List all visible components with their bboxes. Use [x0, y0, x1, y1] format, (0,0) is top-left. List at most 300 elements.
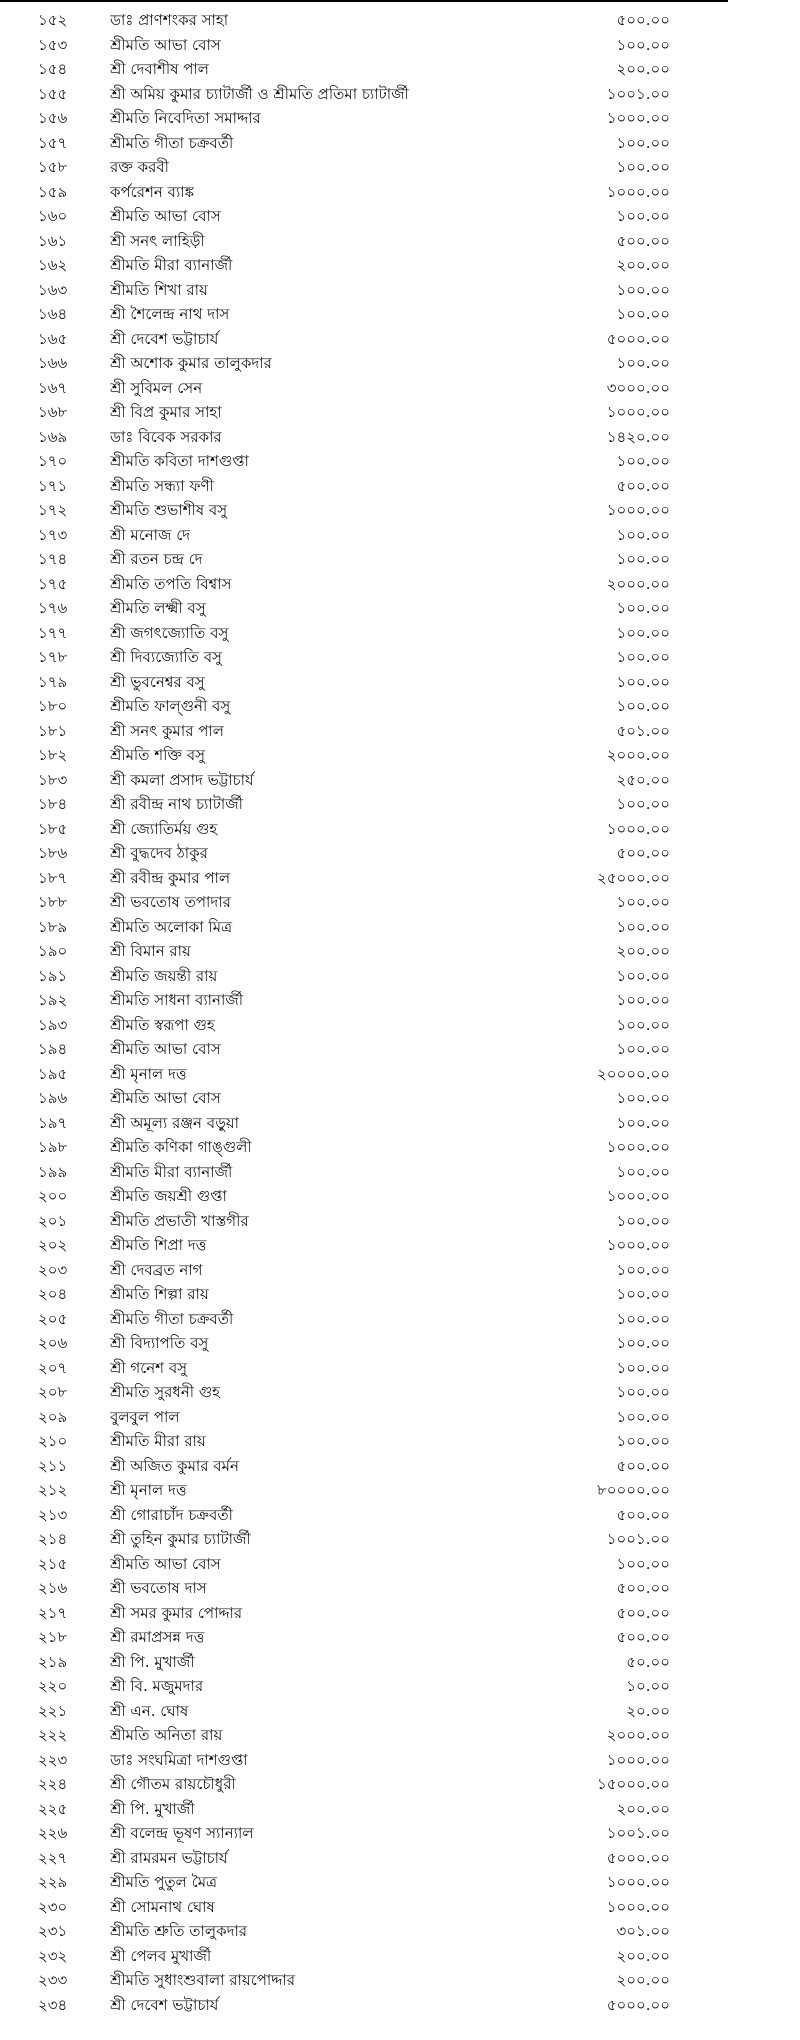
donation-amount: ১০০.০০	[616, 452, 670, 470]
table-row	[0, 302, 740, 327]
donation-amount: ১০০.০০	[616, 158, 670, 176]
table-row	[0, 1135, 740, 1160]
donor-name: শ্রী গৌতম রায়চৌধুরী	[110, 1775, 236, 1793]
donor-name: শ্রী দেবেশ ভট্টাচার্য	[110, 1995, 219, 2014]
serial-number: ২৩২	[38, 1946, 68, 1965]
donation-amount: ১০০.০০	[616, 1554, 670, 1573]
table-row	[0, 1674, 740, 1699]
table-row	[0, 1821, 740, 1846]
serial-number: ২১৮	[38, 1628, 68, 1646]
serial-number: ২২০	[38, 1677, 68, 1695]
donor-name: শ্রী বিদ্যাপতি বসু	[110, 1334, 209, 1352]
donor-name: শ্রী অমিয় কুমার চ্যাটার্জী ও শ্রীমতি প্রতিমা চ্যাটার্জী	[110, 84, 409, 103]
top-rule	[0, 0, 728, 2]
donor-name: শ্রীমতি পুতুল মৈত্র	[110, 1873, 218, 1891]
donor-name: শ্রীমতি লক্ষ্মী বসু	[110, 599, 206, 617]
donor-name: শ্রী পি. মুখার্জী	[110, 1652, 195, 1671]
donation-amount: ১০০.০০	[616, 1211, 670, 1230]
donation-amount: ১০০১.০০	[606, 1824, 670, 1842]
donation-amount: ১০০.০০	[616, 305, 670, 323]
donor-name: ডাঃ প্রাণশংকর সাহা	[110, 11, 229, 29]
serial-number: ২৩৩	[38, 1971, 68, 1989]
serial-number: ১৬৯	[38, 427, 68, 446]
table-row	[0, 1968, 740, 1993]
donation-amount: ২০.০০	[626, 1701, 670, 1720]
table-row	[0, 1870, 740, 1895]
donation-amount: ১০০.০০	[616, 1432, 670, 1450]
table-row	[0, 1184, 740, 1209]
donation-amount: ১০০০.০০	[606, 1236, 670, 1254]
serial-number: ১৫৬	[38, 109, 68, 127]
donor-name: শ্রী দেবব্রত নাগ	[110, 1260, 203, 1279]
donor-name: শ্রী রমাপ্রসন্ন দত্ত	[110, 1628, 205, 1646]
table-row	[0, 1380, 740, 1405]
table-row	[0, 1013, 740, 1038]
donation-amount: ১০০০.০০	[606, 1187, 670, 1205]
donor-name: শ্রী তুহিন কুমার চ্যাটার্জী	[110, 1530, 251, 1548]
donation-amount: ১০০.০০	[616, 1162, 670, 1181]
serial-number: ১৮৫	[38, 819, 68, 838]
donation-amount: ১০০.০০	[616, 1383, 670, 1401]
table-row	[0, 841, 740, 866]
donor-name: শ্রী ভুবনেশ্বর বসু	[110, 672, 205, 691]
donor-name: শ্রীমতি আভা বোস	[110, 1089, 221, 1107]
table-row	[0, 1895, 740, 1920]
table-row	[0, 572, 740, 597]
table-row	[0, 1699, 740, 1724]
table-row	[0, 8, 740, 33]
serial-number: ১৬৭	[38, 378, 68, 397]
donor-name: শ্রী বিপ্র কুমার সাহা	[110, 403, 222, 421]
serial-number: ১৯১	[38, 966, 68, 985]
donor-name: শ্রী রামরমন ভট্টাচার্য	[110, 1848, 228, 1867]
donor-name: শ্রীমতি জয়ন্তী রায়	[110, 966, 218, 985]
donor-name: শ্রীমতি কণিকা গাঙ্গুলী	[110, 1138, 252, 1156]
donor-name: শ্রীমতি শক্তি বসু	[110, 746, 206, 764]
table-row	[0, 1650, 740, 1675]
donation-amount: ১০০০.০০	[606, 403, 670, 421]
donation-amount: ৩০০০.০০	[606, 378, 670, 397]
serial-number: ১৭৭	[38, 623, 68, 642]
donor-name: শ্রীমতি সুরধনী গুহ	[110, 1383, 221, 1401]
donor-name: শ্রী পেলব মুখার্জী	[110, 1946, 212, 1965]
donation-amount: ১০০০.০০	[606, 1750, 670, 1769]
serial-number: ২২৬	[38, 1824, 68, 1842]
table-row	[0, 939, 740, 964]
serial-number: ১৬৬	[38, 354, 68, 372]
donor-name: শ্রী রবীন্দ্র নাথ চ্যাটার্জী	[110, 795, 243, 813]
serial-number: ২৩০	[38, 1897, 68, 1916]
serial-number: ১৫৪	[38, 60, 68, 78]
donation-amount: ৫০.০০	[626, 1652, 670, 1671]
donation-amount: ৫০০০.০০	[606, 1848, 670, 1867]
serial-number: ১৮৮	[38, 893, 68, 911]
serial-number: ১৭৯	[38, 672, 68, 691]
serial-number: ২০৪	[38, 1285, 68, 1303]
donation-amount: ২০০০.০০	[606, 1726, 670, 1744]
table-row	[0, 229, 740, 254]
donation-amount: ৫০১.০০	[616, 721, 670, 740]
donor-name: শ্রীমতি মীরা ব্যানার্জী	[110, 256, 233, 274]
table-row	[0, 1601, 740, 1626]
serial-number: ১৯৬	[38, 1089, 68, 1107]
serial-number: ১৭৬	[38, 599, 68, 617]
donation-amount: ১০০.০০	[616, 1015, 670, 1034]
table-row	[0, 1429, 740, 1454]
donor-name: শ্রীমতি প্রভাতী খাস্তগীর	[110, 1211, 249, 1230]
serial-number: ১৮০	[38, 697, 68, 715]
donor-name: শ্রী বলেন্দ্র ভূষণ স্যান্যাল	[110, 1824, 254, 1842]
donor-name: শ্রী গনেশ বসু	[110, 1358, 188, 1377]
donation-amount: ১০০.০০	[616, 966, 670, 985]
donation-amount: ৫০০.০০	[616, 1456, 670, 1475]
donation-amount: ২০০.০০	[616, 60, 670, 78]
donation-amount: ১০০.০০	[616, 672, 670, 691]
table-row	[0, 1258, 740, 1283]
serial-number: ২৩১	[38, 1922, 68, 1940]
donor-name: শ্রীমতি মীরা ব্যানার্জী	[110, 1162, 233, 1181]
serial-number: ২০৯	[38, 1407, 68, 1426]
donor-name: শ্রী ভবতোষ দাস	[110, 1579, 207, 1597]
donation-amount: ১০০.০০	[616, 917, 670, 936]
donor-name: শ্রীমতি শিল্পা রায়	[110, 1285, 209, 1303]
donor-name: শ্রী ভবতোষ তপাদার	[110, 893, 231, 911]
serial-number: ২০০	[38, 1187, 68, 1205]
serial-number: ২২১	[38, 1701, 68, 1720]
serial-number: ২২৩	[38, 1750, 68, 1769]
table-row	[0, 1233, 740, 1258]
serial-number: ১৮২	[38, 746, 68, 764]
donor-name: শ্রীমতি জয়শ্রী গুপ্তা	[110, 1187, 227, 1205]
serial-number: ২২৪	[38, 1775, 68, 1793]
donor-name: শ্রী জগৎজ্যোতি বসু	[110, 623, 229, 642]
serial-number: ১৬২	[38, 256, 68, 274]
donor-name: শ্রীমতি সাধনা ব্যানার্জী	[110, 991, 244, 1009]
donor-name: শ্রীমতি সুধাংশুবালা রায়পোদ্দার	[110, 1971, 295, 1989]
donation-amount: ১০০.০০	[616, 1260, 670, 1279]
serial-number: ২১৪	[38, 1530, 68, 1548]
table-row	[0, 57, 740, 82]
donation-amount: ১০০.০০	[616, 35, 670, 54]
donor-name: শ্রী দিব্যজ্যোতি বসু	[110, 648, 222, 666]
donation-amount: ১০০০.০০	[606, 1897, 670, 1916]
donor-name: শ্রীমতি শিপ্রা দত্ত	[110, 1236, 207, 1254]
donor-name: শ্রী সমর কুমার পোদ্দার	[110, 1603, 243, 1622]
donation-amount: ১০০.০০	[616, 623, 670, 642]
serial-number: ১৬৩	[38, 280, 68, 299]
serial-number: ১৬৪	[38, 305, 68, 323]
donor-name: শ্রীমতি ফাল্গুনী বসু	[110, 697, 231, 715]
donation-amount: ১০০.০০	[616, 697, 670, 715]
serial-number: ১৮৬	[38, 844, 68, 862]
donation-amount: ২০০.০০	[616, 942, 670, 960]
table-row	[0, 351, 740, 376]
donation-amount: ১০০.০০	[616, 207, 670, 225]
serial-number: ১৬৫	[38, 329, 68, 348]
table-row	[0, 425, 740, 450]
donation-amount: ৫০০.০০	[616, 476, 670, 495]
table-row	[0, 1797, 740, 1822]
table-row	[0, 1282, 740, 1307]
donation-amount: ১০০.০০	[616, 795, 670, 813]
donation-amount: ১০০১.০০	[606, 1530, 670, 1548]
table-row	[0, 1209, 740, 1234]
serial-number: ১৫৫	[38, 84, 68, 103]
donation-amount: ১০০.০০	[616, 1358, 670, 1377]
serial-number: ২০৭	[38, 1358, 68, 1377]
donor-name: শ্রী বুদ্ধদেব ঠাকুর	[110, 844, 208, 862]
donation-amount: ১০০.০০	[616, 991, 670, 1009]
donor-name: শ্রীমতি সন্ধ্যা ফণী	[110, 476, 214, 495]
donation-amount: ১০০.০০	[616, 893, 670, 911]
donation-amount: ১০.০০	[626, 1677, 670, 1695]
table-row	[0, 1356, 740, 1381]
donor-name: শ্রী রবীন্দ্র কুমার পাল	[110, 868, 231, 887]
table-row	[0, 719, 740, 744]
table-row	[0, 792, 740, 817]
table-row	[0, 1037, 740, 1062]
table-row	[0, 645, 740, 670]
table-row	[0, 866, 740, 891]
donation-amount: ১০০.০০	[616, 1040, 670, 1058]
donor-name: শ্রীমতি শিখা রায়	[110, 280, 208, 299]
table-row	[0, 1062, 740, 1087]
donation-amount: ৫০০.০০	[616, 1579, 670, 1597]
donor-name: ডাঃ সংঘমিত্রা দাশগুপ্তা	[110, 1750, 248, 1769]
donation-amount: ৫০০.০০	[616, 231, 670, 250]
table-row	[0, 1527, 740, 1552]
serial-number: ১৭২	[38, 501, 68, 519]
donation-amount: ১০০০.০০	[606, 1138, 670, 1156]
table-row	[0, 278, 740, 303]
donor-name: শ্রীমতি স্বরূপা গুহ	[110, 1015, 215, 1034]
donation-amount: ২৫০০০.০০	[596, 868, 670, 887]
donor-name: শ্রী এন. ঘোষ	[110, 1701, 189, 1720]
serial-number: ১৮৪	[38, 795, 68, 813]
serial-number: ২২২	[38, 1726, 68, 1744]
donor-name: শ্রীমতি শ্রুতি তালুকদার	[110, 1922, 248, 1940]
donor-name: রক্ত করবী	[110, 158, 169, 176]
donor-table	[0, 8, 740, 2017]
table-row	[0, 498, 740, 523]
donor-name: শ্রীমতি কবিতা দাশগুপ্তা	[110, 452, 249, 470]
serial-number: ১৭৫	[38, 574, 68, 593]
table-row	[0, 1723, 740, 1748]
donor-name: শ্রীমতি গীতা চক্রবর্তী	[110, 133, 234, 152]
serial-number: ১৬০	[38, 207, 68, 225]
donor-name: শ্রী দেবেশ ভট্টাচার্য	[110, 329, 219, 348]
serial-number: ২০৮	[38, 1383, 68, 1401]
donation-amount: ১০০.০০	[616, 648, 670, 666]
donor-name: শ্রীমতি অলোকা মিত্র	[110, 917, 233, 936]
serial-number: ১৫৯	[38, 182, 68, 201]
donor-name: শ্রীমতি নিবেদিতা সমাদ্দার	[110, 109, 261, 127]
serial-number: ২০৬	[38, 1334, 68, 1352]
serial-number: ২১২	[38, 1481, 68, 1499]
donor-name: শ্রী বি. মজুমদার	[110, 1677, 204, 1695]
donor-name: শ্রী বিমান রায়	[110, 942, 191, 960]
serial-number: ১৭৩	[38, 525, 68, 544]
donor-name: শ্রী মৃনাল দত্ত	[110, 1064, 187, 1083]
donor-name: শ্রী অমূল্য রঞ্জন বড়ুয়া	[110, 1113, 240, 1132]
donor-name: শ্রী অশোক কুমার তালুকদার	[110, 354, 272, 372]
donor-name: শ্রীমতি শুভাশীষ বসু	[110, 501, 228, 519]
donor-name: শ্রী পি. মুখার্জী	[110, 1799, 195, 1818]
table-row	[0, 1503, 740, 1528]
table-row	[0, 1846, 740, 1871]
serial-number: ২১০	[38, 1432, 68, 1450]
donor-name: বুলবুল পাল	[110, 1407, 180, 1426]
serial-number: ১৮৭	[38, 868, 68, 887]
table-row	[0, 131, 740, 156]
donation-amount: ৫০০.০০	[616, 844, 670, 862]
serial-number: ২৩৪	[38, 1995, 68, 2014]
serial-number: ১৯২	[38, 991, 68, 1009]
serial-number: ১৯৩	[38, 1015, 68, 1034]
donor-name: ডাঃ বিবেক সরকার	[110, 427, 222, 446]
table-row	[0, 670, 740, 695]
donation-amount: ২০০০.০০	[606, 746, 670, 764]
donor-name: শ্রী জ্যোতির্ময় গুহ	[110, 819, 218, 838]
serial-number: ২২৯	[38, 1873, 68, 1891]
donation-amount: ৩০১.০০	[616, 1922, 670, 1940]
donation-amount: ১০০.০০	[616, 1113, 670, 1132]
table-row	[0, 547, 740, 572]
table-row	[0, 253, 740, 278]
donor-name: শ্রীমতি আভা বোস	[110, 1554, 221, 1573]
table-row	[0, 964, 740, 989]
donation-amount: ২০০.০০	[616, 1799, 670, 1818]
table-row	[0, 1993, 740, 2018]
serial-number: ১৬১	[38, 231, 68, 250]
serial-number: ২০৫	[38, 1309, 68, 1328]
donor-name: শ্রীমতি গীতা চক্রবর্তী	[110, 1309, 234, 1328]
donation-amount: ১০০.০০	[616, 354, 670, 372]
table-row	[0, 1160, 740, 1185]
table-row	[0, 155, 740, 180]
donor-name: শ্রী মৃনাল দত্ত	[110, 1481, 187, 1499]
donor-name: শ্রী সনৎ লাহিড়ী	[110, 231, 205, 250]
serial-number: ২১৫	[38, 1554, 68, 1573]
donation-amount: ১০০.০০	[616, 1309, 670, 1328]
serial-number: ১৭০	[38, 452, 68, 470]
donor-name: শ্রী দেবাশীষ পাল	[110, 60, 209, 78]
serial-number: ১৮৯	[38, 917, 68, 936]
donation-amount: ১০০০.০০	[606, 1873, 670, 1891]
table-row	[0, 376, 740, 401]
serial-number: ১৯৭	[38, 1113, 68, 1132]
serial-number: ২২৫	[38, 1799, 68, 1818]
serial-number: ২০২	[38, 1236, 68, 1254]
table-row	[0, 621, 740, 646]
serial-number: ২১৩	[38, 1505, 68, 1524]
donation-amount: ৮০০০০.০০	[596, 1481, 670, 1499]
donation-amount: ১০০.০০	[616, 1334, 670, 1352]
table-row	[0, 1454, 740, 1479]
table-row	[0, 327, 740, 352]
donor-name: শ্রীমতি তপতি বিশ্বাস	[110, 574, 232, 593]
donation-amount: ২০০০০.০০	[596, 1064, 670, 1083]
table-row	[0, 106, 740, 131]
table-row	[0, 400, 740, 425]
donor-name: শ্রী সোমনাথ ঘোষ	[110, 1897, 215, 1916]
table-row	[0, 817, 740, 842]
donation-amount: ১৪২০.০০	[606, 427, 670, 446]
table-row	[0, 743, 740, 768]
table-row	[0, 1625, 740, 1650]
table-row	[0, 1086, 740, 1111]
donation-amount: ১০০০.০০	[606, 501, 670, 519]
donation-amount: ১৫০০০.০০	[597, 1775, 670, 1793]
donor-name: কর্পরেশন ব্যাঙ্ক	[110, 182, 194, 201]
serial-number: ১৭১	[38, 476, 68, 495]
table-row	[0, 915, 740, 940]
donation-amount: ২০০০.০০	[606, 574, 670, 593]
donation-amount: ২৫০.০০	[616, 770, 670, 789]
donation-amount: ১০০.০০	[616, 1089, 670, 1107]
donor-name: শ্রীমতি অনিতা রায়	[110, 1726, 223, 1744]
donation-amount: ২০০.০০	[616, 256, 670, 274]
donor-name: শ্রী রতন চন্দ্র দে	[110, 550, 203, 568]
donor-name: শ্রীমতি আভা বোস	[110, 1040, 221, 1058]
donation-amount: ৫০০.০০	[616, 11, 670, 29]
donation-amount: ১০০.০০	[616, 599, 670, 617]
serial-number: ১৭৪	[38, 550, 68, 568]
donation-amount: ৫০০.০০	[616, 1603, 670, 1622]
donation-amount: ৫০০.০০	[616, 1505, 670, 1524]
serial-number: ১৫৭	[38, 133, 68, 152]
donation-amount: ১০০০.০০	[606, 109, 670, 127]
donor-name: শ্রী কমলা প্রসাদ ভট্টাচার্য	[110, 770, 254, 789]
serial-number: ২১১	[38, 1456, 68, 1475]
table-row	[0, 1772, 740, 1797]
table-row	[0, 596, 740, 621]
table-row	[0, 1748, 740, 1773]
table-row	[0, 890, 740, 915]
serial-number: ১৫২	[38, 11, 68, 29]
serial-number: ১৯৯	[38, 1162, 68, 1181]
table-row	[0, 1405, 740, 1430]
donor-name: শ্রী অজিত কুমার বর্মন	[110, 1456, 239, 1475]
table-row	[0, 1552, 740, 1577]
table-row	[0, 1944, 740, 1969]
table-row	[0, 1478, 740, 1503]
serial-number: ১৯০	[38, 942, 68, 960]
table-row	[0, 523, 740, 548]
donation-amount: ১০০.০০	[616, 525, 670, 544]
serial-number: ১৯৮	[38, 1138, 68, 1156]
donor-name: শ্রী সনৎ কুমার পাল	[110, 721, 224, 740]
serial-number: ১৮৩	[38, 770, 68, 789]
table-row	[0, 82, 740, 107]
serial-number: ১৮১	[38, 721, 68, 740]
table-row	[0, 1307, 740, 1332]
serial-number: ২১৭	[38, 1603, 68, 1622]
donation-amount: ১০০.০০	[616, 1407, 670, 1426]
serial-number: ১৫৩	[38, 35, 68, 54]
donation-amount: ১০০.০০	[616, 550, 670, 568]
donation-amount: ১০০০.০০	[606, 182, 670, 201]
donation-amount: ১০০১.০০	[606, 84, 670, 103]
serial-number: ২১৯	[38, 1652, 68, 1671]
serial-number: ২০৩	[38, 1260, 68, 1279]
donor-name: শ্রীমতি মীরা রায়	[110, 1432, 206, 1450]
serial-number: ১৫৮	[38, 158, 68, 176]
serial-number: ২২৭	[38, 1848, 68, 1867]
table-row	[0, 1331, 740, 1356]
donor-name: শ্রীমতি আভা বোস	[110, 35, 221, 54]
table-row	[0, 768, 740, 793]
